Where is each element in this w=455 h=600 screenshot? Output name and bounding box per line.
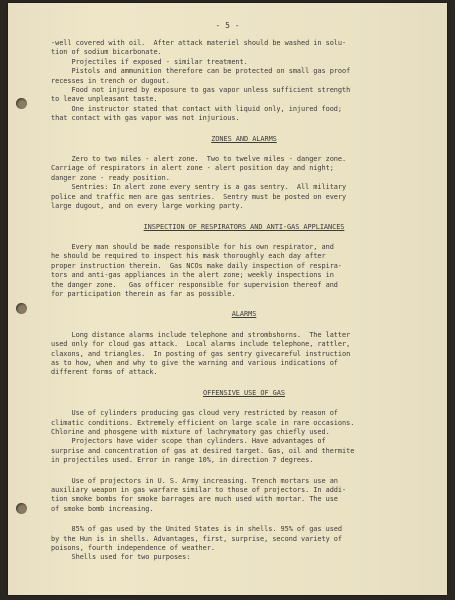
body-line: the danger zone. Gas officer responsible for supervision thereof and (51, 280, 338, 289)
body-line: tion smoke bombs for smoke barrages are much used with mortar. The use (51, 495, 338, 504)
body-line: for participation therein as far as possible. (51, 289, 236, 298)
body-line: that contact with gas vapor was not injurious. (51, 114, 240, 123)
document-body (51, 39, 437, 563)
body-line: tion of sodium bicarbonate. (51, 48, 162, 57)
body-line: Use of cylinders producing gas cloud very restricted by reason of (51, 409, 338, 418)
section-heading-zones-alarms: ZONES AND ALARMS (211, 134, 277, 143)
body-line: Pistols and ammunition therefore can be protected on small gas proof (51, 67, 351, 76)
punch-hole-middle (16, 303, 27, 314)
body-line: Projectiles if exposed - similar treatment. (51, 57, 248, 66)
body-line: surprise and concentration of gas at desired target. Gas, oil and thermite (51, 446, 355, 455)
body-line: used only for cloud gas attack. Local alarms include telephone, rattler, (51, 340, 351, 349)
body-line: different forms of attack. (51, 368, 158, 377)
body-line: Food not injured by exposure to gas vapor unless sufficient strength (51, 86, 351, 95)
document-page (8, 3, 447, 595)
body-line: police and traffic men are gas sentries. Sentry must be posted on every (51, 192, 347, 201)
body-line: Sentries: In alert zone every sentry is a gas sentry. All military (51, 183, 347, 192)
body-line: -well covered with oil. After attack materiel should be washed in solu- (51, 39, 347, 47)
body-line: Projectors have wider scope than cylinders. Have advantages of (51, 437, 326, 446)
body-line: tors and anti-gas appliances in the alert zone; weekly inspections in (51, 271, 334, 280)
body-line: One instructor stated that contact with liquid only, injured food; (51, 104, 342, 113)
body-line: of smoke bomb increasing. (51, 504, 154, 513)
body-line: Chlorine and phosgene with mixture of lachrymatory gas chiefly used. (51, 428, 330, 436)
body-line: Zero to two miles - alert zone. Two to twelve miles - danger zone. (51, 155, 347, 164)
body-line: as to how, when and why to give the warning and various indications of (51, 358, 338, 367)
body-line: Carriage of respirators in alert zone - alert position day and night; (51, 164, 334, 173)
section-heading-offensive-use: OFFENSIVE USE OF GAS (203, 388, 285, 397)
body-line: poisons, fourth independence of weather. (51, 544, 215, 553)
section-heading-alarms: ALARMS (231, 310, 257, 319)
body-line: Use of projectors in U. S. Army increasing. Trench mortars use an (51, 476, 338, 485)
body-line: danger zone - ready position. (51, 173, 170, 182)
page-number: - 5 - (215, 21, 240, 30)
body-line: climatic conditions. Extremely efficient on large scale in rare occasions. (51, 418, 355, 427)
body-line: in projectiles used. Error in range 10%, in direction 7 degrees. (51, 456, 314, 465)
body-line: 85% of gas used by the United States is in shells. 95% of gas used (51, 525, 342, 534)
body-line: to leave unpleasant taste. (51, 95, 158, 104)
body-line: Every man should be made responsible for his own respirator, and (51, 242, 334, 251)
section-heading-inspection: INSPECTION OF RESPIRATORS AND ANTI-GAS APPLIANCES (143, 222, 345, 231)
body-line: proper instruction therein. Gas NCOs make daily inspection of respira- (51, 261, 342, 270)
body-line: auxiliary weapon in gas warfare similar to those of projectors. In addi- (51, 486, 347, 495)
body-line: by the Hun is in shells. Advantages, first, surprise, second variety of (51, 534, 342, 543)
punch-hole-bottom (16, 503, 27, 514)
body-line: recesses in trench or dugout. (51, 76, 170, 85)
body-line: Long distance alarms include telephone and strombshorns. The latter (51, 330, 351, 339)
body-line: Shells used for two purposes: (51, 553, 191, 562)
punch-hole-top (16, 98, 27, 109)
body-line: claxons, and triangles. In posting of gas sentry givecareful instruction (51, 349, 351, 358)
body-line: large dugout, and on every large working party. (51, 202, 244, 211)
body-line: he should be required to inspect his mask thoroughly each day after (51, 252, 326, 261)
